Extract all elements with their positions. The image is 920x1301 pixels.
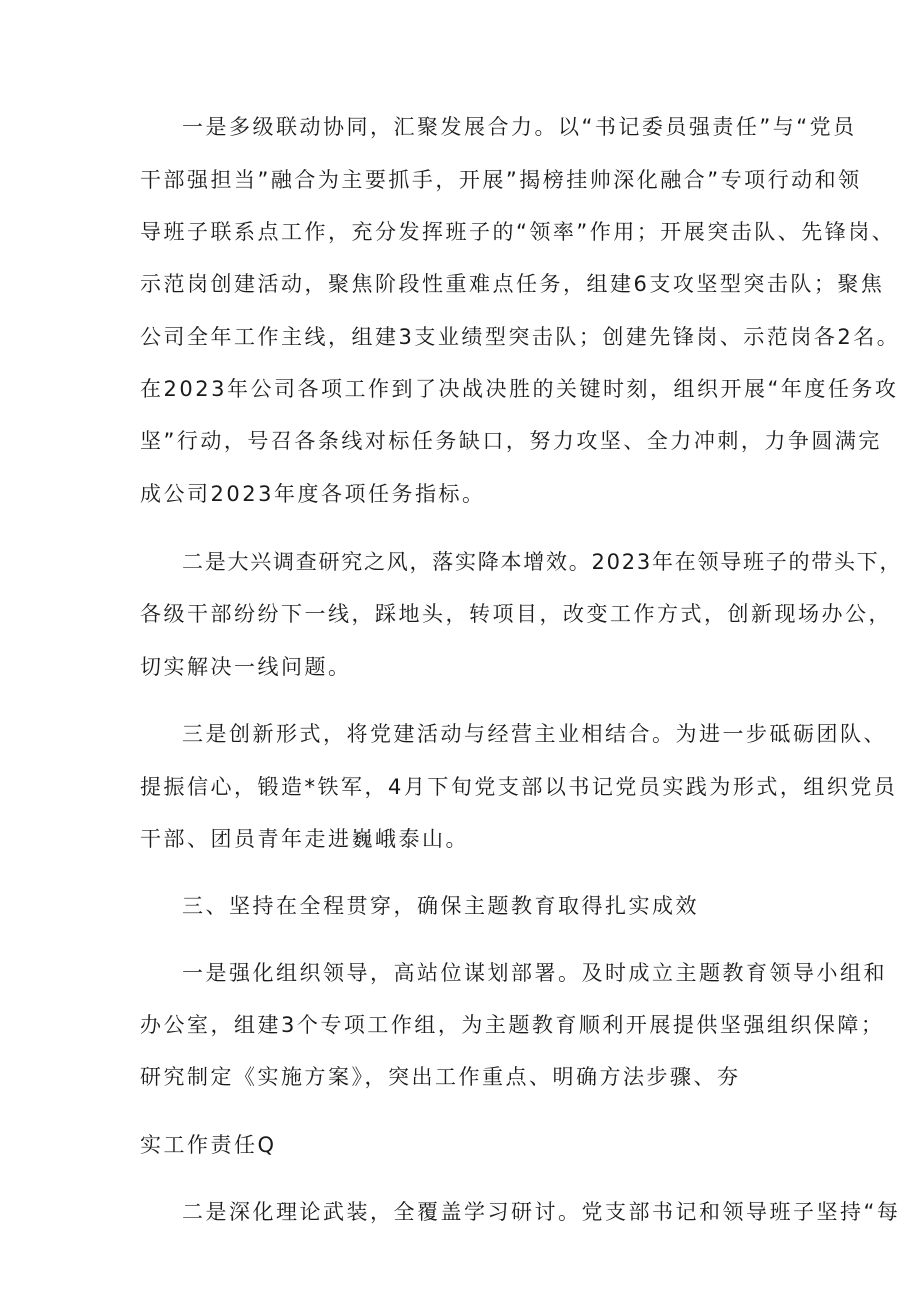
paragraph-2-line-1: 二是大兴调查研究之风，落实降本增效。2023年在领导班子的带头下， — [182, 550, 903, 574]
paragraph-2-line-2: 各级干部纷纷下一线，踩地头，转项目，改变工作方式，创新现场办公， — [140, 602, 892, 626]
paragraph-1-line-3: 导班子联系点工作，充分发挥班子的“领率”作用；开展突击队、先锋岗、 — [140, 220, 896, 244]
paragraph-4-continuation: 实工作责任Q — [140, 1133, 277, 1157]
paragraph-1-line-2: 干部强担当”融合为主要抓手，开展”揭榜挂帅深化融合”专项行动和领 — [140, 168, 862, 192]
paragraph-4-line-2: 办公室，组建3个专项工作组，为主题教育顺利开展提供坚强组织保障； — [140, 1013, 885, 1037]
section-heading: 三、坚持在全程贯穿，确保主题教育取得扎实成效 — [182, 894, 699, 918]
paragraph-1-line-5: 公司全年工作主线，组建3支业绩型突击队；创建先锋岗、示范岗各2名。 — [140, 325, 901, 349]
paragraph-3-line-2: 提振信心，锻造*铁军，4月下旬党支部以书记党员实践为形式，组织党员 — [140, 775, 898, 799]
paragraph-1-line-7: 坚”行动，号召各条线对标任务缺口，努力攻坚、全力冲刺，力争圆满完 — [140, 429, 882, 453]
paragraph-2-line-3: 切实解决一线问题。 — [140, 655, 352, 679]
paragraph-3-line-1: 三是创新形式，将党建活动与经营主业相结合。为进一步砥砺团队、 — [182, 722, 887, 746]
paragraph-4-line-3: 研究制定《实施方案》，突出工作重点、明确方法步骤、夯 — [140, 1065, 741, 1089]
paragraph-1-line-8: 成公司2023年度各项任务指标。 — [140, 482, 486, 506]
paragraph-5-line-1: 二是深化理论武装，全覆盖学习研讨。党支部书记和领导班子坚持“每 — [182, 1200, 901, 1224]
paragraph-1-line-1: 一是多级联动协同，汇聚发展合力。以“书记委员强责任”与“党员 — [182, 115, 857, 139]
paragraph-1-line-4: 示范岗创建活动，聚焦阶段性重难点任务，组建6支攻坚型突击队；聚焦 — [140, 272, 885, 296]
paragraph-1-line-6: 在2023年公司各项工作到了决战决胜的关键时刻，组织开展“年度任务攻 — [140, 377, 899, 401]
paragraph-4-line-1: 一是强化组织领导，高站位谋划部署。及时成立主题教育领导小组和 — [182, 961, 887, 985]
paragraph-3-line-3: 干部、团员青年走进巍峨泰山。 — [140, 827, 469, 851]
